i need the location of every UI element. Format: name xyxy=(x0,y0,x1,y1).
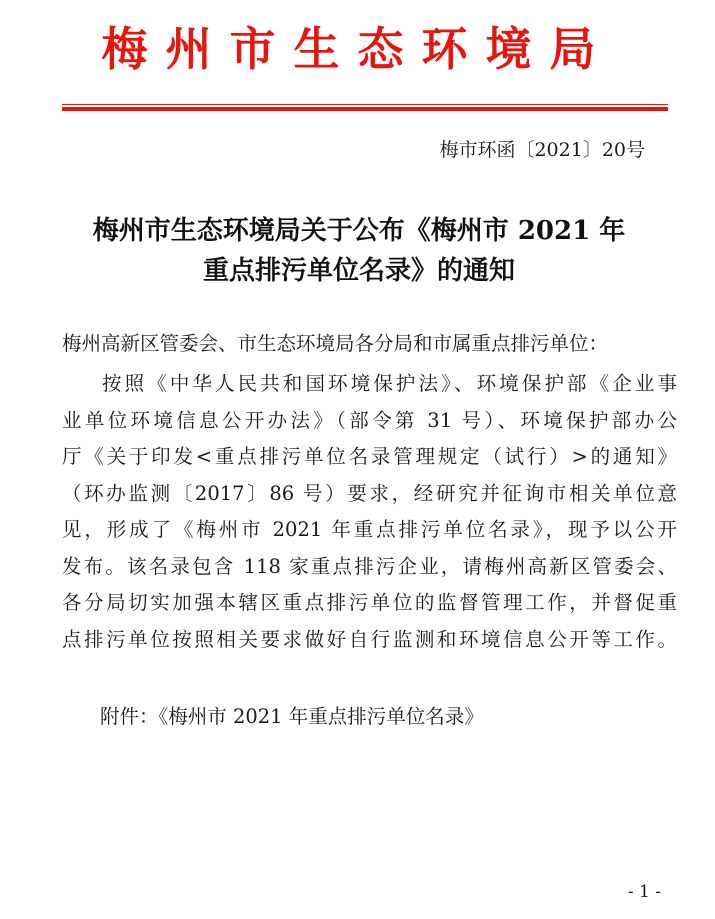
page-number: - 1 - xyxy=(627,882,661,902)
agency-header: 梅州市生态环境局 xyxy=(101,22,614,76)
body-line: （环办监测〔2017〕86 号）要求，经研究并征询市相关单位意 xyxy=(62,481,677,505)
document-title xyxy=(56,211,662,291)
document-title-line: 梅州市生态环境局关于公布《梅州市 2021 年 xyxy=(92,216,626,246)
salutation: 梅州高新区管委会、市生态环境局各分局和市属重点排污单位： xyxy=(62,332,609,355)
header-divider-thick xyxy=(62,107,668,111)
body-line: 各分局切实加强本辖区重点排污单位的监督管理工作，并督促重 xyxy=(62,591,677,614)
body-line: 按照《中华人民共和国环境保护法》、环境保护部《企业事 xyxy=(102,372,677,395)
document-number: 梅市环函〔2021〕20号 xyxy=(439,139,645,161)
attachment-note: 附件：《梅州市 2021 年重点排污单位名录》 xyxy=(100,705,484,728)
document-title-line: 重点排污单位名录》的通知 xyxy=(202,256,515,286)
body-line: 厅《关于印发<重点排污单位名录管理规定（试行）>的通知》 xyxy=(62,445,677,468)
header-divider-thin xyxy=(62,104,668,105)
body-paragraph xyxy=(62,366,687,658)
body-line: 发布。该名录包含 118 家重点排污企业，请梅州高新区管委会、 xyxy=(62,554,677,578)
body-line: 见，形成了《梅州市 2021 年重点排污单位名录》，现予以公开 xyxy=(62,518,677,541)
body-line: 业单位环境信息公开办法》（部令第 31 号）、环境保护部办公 xyxy=(62,408,677,432)
body-line: 点排污单位按照相关要求做好自行监测和环境信息公开等工作。 xyxy=(62,627,677,651)
